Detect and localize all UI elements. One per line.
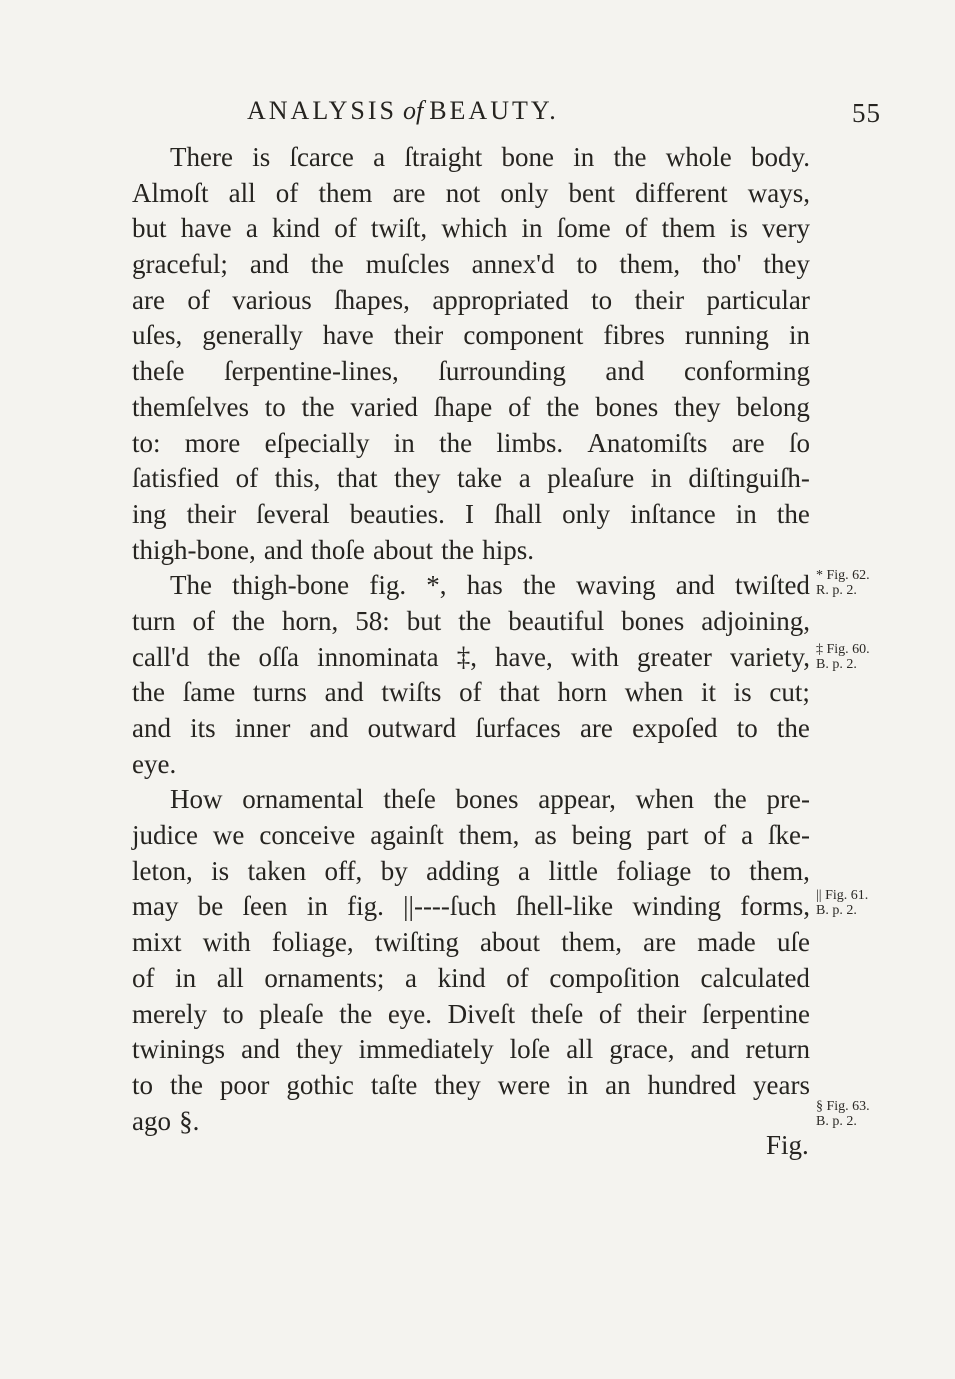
word: of <box>624 213 648 244</box>
word: *, <box>426 570 447 601</box>
word: ‡, <box>456 641 477 672</box>
word: of <box>275 177 299 208</box>
text-line <box>132 283 810 319</box>
word: are <box>132 284 165 315</box>
word: of <box>334 213 357 244</box>
word: the <box>441 534 475 565</box>
word: are <box>392 177 426 208</box>
word: ſeen <box>242 891 288 922</box>
word: 58: <box>355 605 390 636</box>
word: the <box>776 498 810 529</box>
word: ago <box>132 1105 171 1136</box>
word: ſerpentine <box>701 998 810 1029</box>
word: ornaments; <box>264 962 385 993</box>
word: in <box>735 498 757 529</box>
word: twiſts <box>381 677 442 708</box>
text-line <box>132 782 810 818</box>
text-line <box>132 390 810 426</box>
word: of <box>132 962 155 993</box>
word: winding <box>632 891 721 922</box>
word: little <box>548 855 598 886</box>
text-line <box>132 997 810 1033</box>
word: diſtinguiſh- <box>688 463 810 494</box>
word: in <box>175 962 197 993</box>
text-line <box>132 854 810 890</box>
word: uſes, <box>132 320 183 351</box>
word: the <box>776 713 810 743</box>
word: oſſa <box>258 641 300 672</box>
word: and <box>309 713 349 743</box>
word: the <box>169 1069 203 1100</box>
word: againſt <box>370 820 444 851</box>
word: greater <box>636 641 712 672</box>
word: be <box>197 891 224 922</box>
running-head-of: of <box>402 96 424 125</box>
word: theſe <box>132 356 185 387</box>
text-line <box>132 461 810 497</box>
word: all <box>216 962 244 993</box>
word: bone <box>501 142 555 172</box>
word: forms, <box>740 891 810 922</box>
word: which <box>441 213 508 244</box>
word: of <box>598 998 622 1029</box>
word: and <box>675 570 715 601</box>
word: theſe <box>383 784 436 815</box>
word: in <box>521 213 543 244</box>
word: only <box>500 177 549 208</box>
word: varied <box>350 391 418 422</box>
word: of <box>459 677 482 708</box>
word: judice <box>132 820 198 851</box>
word: themſelves <box>132 391 249 422</box>
text-line <box>132 640 810 676</box>
word: of <box>508 391 531 422</box>
word: tho' <box>702 249 742 280</box>
word: limbs. <box>496 427 564 458</box>
word: made <box>697 927 756 958</box>
text-line <box>132 176 810 212</box>
word: of <box>506 962 529 993</box>
word: a <box>741 820 754 851</box>
word: them, <box>619 249 681 280</box>
margin-note <box>816 888 868 918</box>
word: them, <box>458 820 520 851</box>
margin-note-loc: R. p. 2. <box>816 583 857 598</box>
text-line <box>132 925 810 961</box>
word: in <box>393 427 415 458</box>
word: innominata <box>317 641 439 672</box>
text-line <box>132 140 810 176</box>
text-line <box>132 711 810 747</box>
word: to <box>736 713 758 743</box>
word: immediately <box>358 1034 494 1065</box>
word: in <box>306 891 328 922</box>
catchword: Fig. <box>766 1130 809 1160</box>
word: ſhell-like <box>515 891 614 922</box>
word: they <box>296 1034 343 1065</box>
margin-note-ref: * Fig. 62. <box>816 568 870 583</box>
word: fig. <box>369 570 407 601</box>
word: them <box>318 177 373 208</box>
word: Diveſt <box>447 998 516 1029</box>
word: conceive <box>259 820 356 851</box>
word: ſke- <box>767 820 810 851</box>
word: are <box>731 427 765 458</box>
word: in <box>788 320 810 351</box>
word: taſte <box>370 1069 418 1100</box>
word: being <box>571 820 632 851</box>
running-head-right: BEAUTY. <box>429 96 559 125</box>
word: to <box>591 284 613 315</box>
word: beautiful <box>508 605 605 636</box>
word: they <box>394 463 441 494</box>
word: is <box>211 855 230 886</box>
word: body. <box>750 142 810 172</box>
word: hundred <box>647 1069 737 1100</box>
word: them <box>661 213 716 244</box>
word: fig. <box>347 891 384 922</box>
word: off, <box>324 855 363 886</box>
word: bones <box>455 784 519 815</box>
word: have, <box>495 641 553 672</box>
word: theſe <box>530 998 584 1029</box>
word: has <box>466 570 503 601</box>
word: the <box>458 605 492 636</box>
word: grace, <box>609 1034 675 1065</box>
word: but <box>132 213 167 244</box>
word: thigh-bone, <box>132 534 256 565</box>
word: eye. <box>387 998 433 1029</box>
word: a <box>373 142 386 172</box>
text-line <box>132 533 810 569</box>
word: ſhapes, <box>334 284 410 315</box>
word: it <box>700 677 716 708</box>
word: outward <box>367 713 457 743</box>
text-line <box>132 604 810 640</box>
word: inner <box>234 713 291 743</box>
word: we <box>212 820 245 851</box>
word: of <box>187 284 210 315</box>
page-number: 55 <box>852 98 881 128</box>
word: fibres <box>603 320 665 351</box>
word: twiſting <box>374 927 459 958</box>
word: the <box>132 677 165 708</box>
word: eſpecially <box>264 427 370 458</box>
word: as <box>534 820 557 851</box>
word: different <box>635 177 728 208</box>
word: very <box>762 213 810 244</box>
word: horn <box>557 677 608 708</box>
word: hips. <box>482 534 534 565</box>
word: Almoſt <box>132 177 209 208</box>
word: ſatisfied <box>132 463 219 494</box>
word: the <box>310 249 344 280</box>
word: the <box>546 391 580 422</box>
word: muſcles <box>365 249 450 280</box>
margin-note <box>816 1099 870 1129</box>
word: of <box>235 463 259 494</box>
text-line <box>132 1104 810 1140</box>
word: waving <box>576 570 656 601</box>
word: with <box>570 641 619 672</box>
word: that <box>499 677 540 708</box>
word: they <box>434 1069 481 1100</box>
word: their <box>634 284 685 315</box>
text-line <box>132 247 810 283</box>
word: ſerpentine-lines, <box>224 356 399 387</box>
word: ſcarce <box>289 142 354 172</box>
word: the <box>232 605 265 636</box>
word: How <box>170 784 223 815</box>
word: horn, <box>282 605 339 636</box>
word: turns <box>252 677 307 708</box>
word: a <box>245 213 258 244</box>
word: ſhape <box>433 391 493 422</box>
word: ſame <box>182 677 236 708</box>
word: uſe <box>776 927 810 958</box>
word: pleaſure <box>547 463 635 494</box>
word: and <box>132 713 171 743</box>
word: ornamental <box>242 784 364 815</box>
margin-note-loc: B. p. 2. <box>816 903 857 918</box>
word: a <box>405 962 417 993</box>
word: take <box>457 463 503 494</box>
word: an <box>605 1069 631 1100</box>
word: running <box>684 320 769 351</box>
word: the <box>439 427 473 458</box>
word: leton, <box>132 855 193 886</box>
word: of <box>703 820 727 851</box>
text-line <box>132 1032 810 1068</box>
word: part <box>646 820 689 851</box>
word: this, <box>274 463 321 494</box>
word: The <box>170 570 212 601</box>
word: foliage, <box>271 927 354 958</box>
word: and <box>324 677 364 708</box>
word: kind <box>437 962 486 993</box>
word: component <box>463 320 584 351</box>
text-line <box>132 568 810 604</box>
word: is <box>729 213 748 244</box>
word: may <box>132 891 179 922</box>
word: kind <box>272 213 321 244</box>
text-line <box>132 497 810 533</box>
word: about <box>480 927 541 958</box>
margin-note-loc: B. p. 2. <box>816 657 857 672</box>
word: variety, <box>730 641 810 672</box>
word: mixt <box>132 927 182 958</box>
text-line <box>132 426 810 462</box>
word: ||----ſuch <box>403 891 497 922</box>
word: to <box>709 855 731 886</box>
word: particular <box>706 284 810 315</box>
word: the <box>301 391 335 422</box>
word: twiſted <box>734 570 810 601</box>
word: that <box>336 463 378 494</box>
margin-note <box>816 642 870 672</box>
word: ſo <box>788 427 810 458</box>
word: poor <box>219 1069 270 1100</box>
word: call'd <box>132 641 190 672</box>
text-line <box>132 961 810 997</box>
word: about <box>373 534 433 565</box>
word: ing <box>132 498 167 529</box>
word: adjoining, <box>701 605 810 636</box>
word: a <box>518 463 531 494</box>
margin-note <box>816 568 870 598</box>
word: the <box>613 142 647 172</box>
word: various <box>232 284 312 315</box>
word: taken <box>247 855 307 886</box>
word: expoſed <box>632 713 718 743</box>
word: to <box>576 249 598 280</box>
margin-note-loc: B. p. 2. <box>816 1114 857 1129</box>
text-line <box>132 318 810 354</box>
body-text <box>132 140 810 1139</box>
word: are <box>579 713 613 743</box>
word: and <box>263 534 303 565</box>
margin-note-ref: ‡ Fig. 60. <box>816 642 870 657</box>
word: ſurfaces <box>475 713 561 743</box>
word: by <box>380 855 408 886</box>
word: have <box>180 213 232 244</box>
word: adding <box>426 855 500 886</box>
word: them, <box>749 855 810 886</box>
word: them, <box>561 927 622 958</box>
word: eye. <box>132 748 177 779</box>
text-line <box>132 818 810 854</box>
word: twinings <box>132 1034 226 1065</box>
word: compoſition <box>549 962 680 993</box>
word: generally <box>202 320 303 351</box>
word: merely <box>132 998 207 1029</box>
word: turn <box>132 605 176 636</box>
word: to <box>132 1069 154 1100</box>
word: foliage <box>616 855 692 886</box>
word: the <box>522 570 556 601</box>
word: when <box>624 677 684 708</box>
word: ways, <box>747 177 810 208</box>
word: they <box>674 391 721 422</box>
word: to <box>264 391 286 422</box>
word: were <box>497 1069 551 1100</box>
text-line <box>132 675 810 711</box>
text-line <box>132 889 810 925</box>
word: all <box>228 177 256 208</box>
word: years <box>752 1069 810 1100</box>
word: they <box>763 249 810 280</box>
word: only <box>562 498 611 529</box>
word: but <box>406 605 442 636</box>
word: their <box>186 498 237 529</box>
word: gothic <box>286 1069 354 1100</box>
word: in <box>650 463 672 494</box>
word: is <box>252 142 271 172</box>
word: its <box>190 713 216 743</box>
word: annex'd <box>471 249 555 280</box>
word: thoſe <box>310 534 365 565</box>
word: when <box>635 784 695 815</box>
word: loſe <box>509 1034 551 1065</box>
word: pre- <box>766 784 810 815</box>
word: and <box>249 249 289 280</box>
word: appropriated <box>432 284 569 315</box>
word: bones <box>621 605 685 636</box>
word: more <box>184 427 241 458</box>
word: the <box>339 998 373 1029</box>
word: in <box>573 142 595 172</box>
word: with <box>202 927 251 958</box>
running-head-left: ANALYSIS <box>247 96 397 125</box>
margin-note-ref: § Fig. 63. <box>816 1099 870 1114</box>
word: beauties. <box>349 498 445 529</box>
word: calculated <box>700 962 810 993</box>
word: not <box>445 177 481 208</box>
word: return <box>745 1034 810 1065</box>
word: ſurrounding <box>438 356 566 387</box>
word: ſeveral <box>256 498 330 529</box>
word: ſhall <box>494 498 543 529</box>
word: and <box>241 1034 281 1065</box>
word: their <box>393 320 444 351</box>
text-line <box>132 354 810 390</box>
word: is <box>733 677 752 708</box>
word: thigh-bone <box>232 570 350 601</box>
running-head <box>247 96 559 126</box>
word: inſtance <box>630 498 716 529</box>
word: pleaſe <box>259 998 324 1029</box>
word: appear, <box>538 784 616 815</box>
word: §. <box>179 1105 200 1136</box>
word: and <box>605 356 645 387</box>
word: whole <box>665 142 732 172</box>
word: the <box>207 641 241 672</box>
word: ſome <box>556 213 611 244</box>
margin-note-ref: || Fig. 61. <box>816 888 869 903</box>
word: their <box>636 998 687 1029</box>
text-line <box>132 211 810 247</box>
text-line <box>132 1068 810 1104</box>
word: all <box>566 1034 594 1065</box>
word: cut; <box>769 677 810 708</box>
word: Anatomiſts <box>587 427 708 458</box>
word: twiſt, <box>370 213 428 244</box>
word: of <box>192 605 215 636</box>
word: There <box>170 142 233 172</box>
word: bones <box>595 391 659 422</box>
word: graceful; <box>132 249 228 280</box>
word: I <box>464 498 474 529</box>
word: conforming <box>683 356 810 387</box>
word: ſtraight <box>404 142 483 172</box>
word: and <box>690 1034 730 1065</box>
word: to: <box>132 427 161 458</box>
text-line <box>132 747 810 783</box>
word: bent <box>568 177 615 208</box>
word: are <box>643 927 677 958</box>
word: the <box>713 784 747 815</box>
word: to <box>222 998 244 1029</box>
word: in <box>567 1069 589 1100</box>
word: have <box>322 320 374 351</box>
word: belong <box>736 391 810 422</box>
word: a <box>518 855 531 886</box>
